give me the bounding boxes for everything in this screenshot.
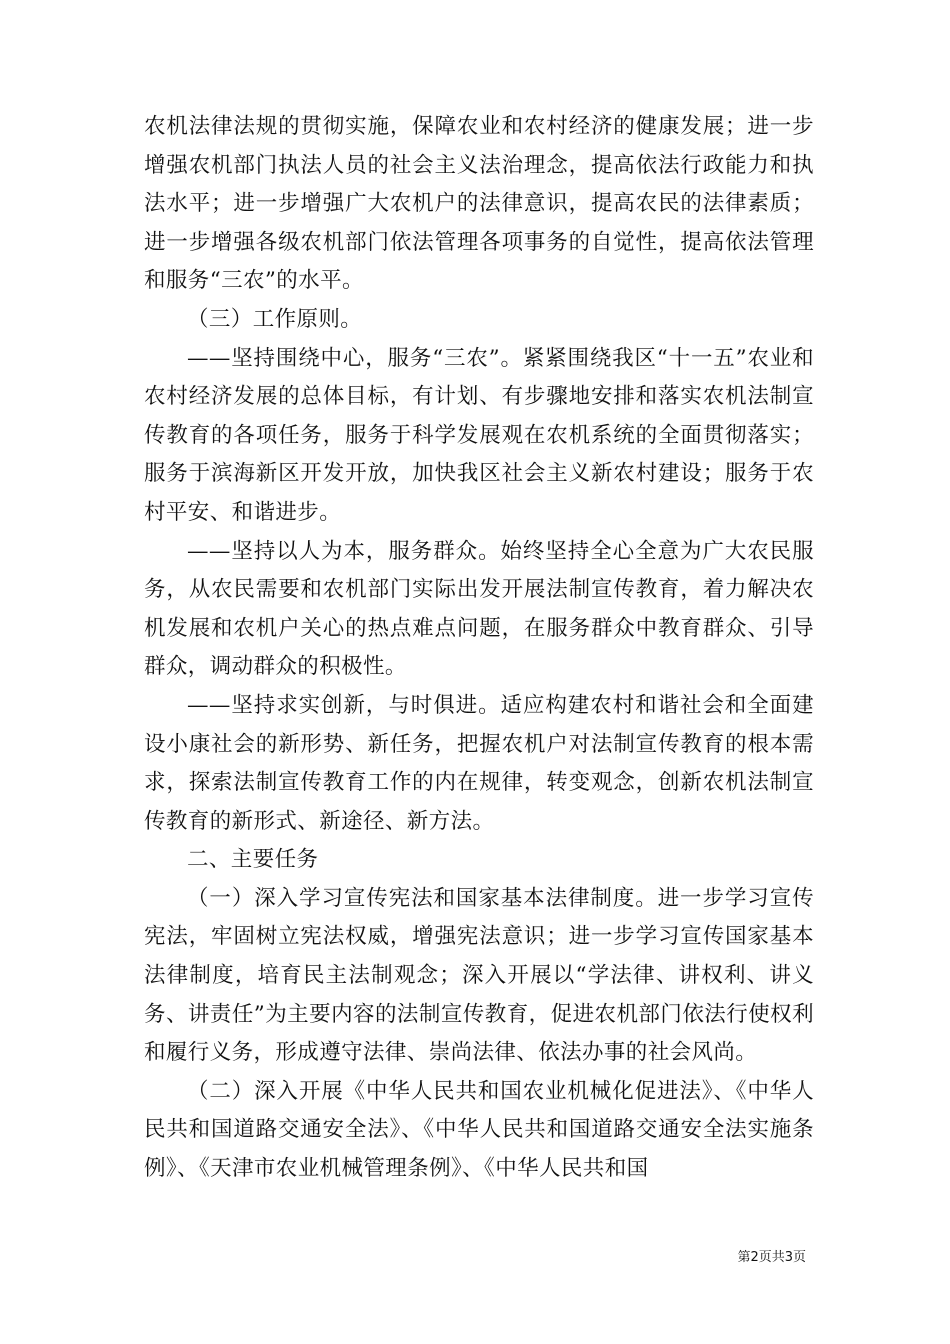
section-heading: 二、主要任务 [187,847,319,873]
document-body [144,108,814,1189]
paragraph-8: （二）深入开展《中华人民共和国农业机械化促进法》、《中华人民共和国道路交通安全法》、《中华人民共和国道路交通安全法实施条例》、《天津市农业机械管理条例》、《中华人民共和国 [144,1078,814,1182]
paragraph-7: （一）深入学习宣传宪法和国家基本法律制度。进一步学习宣传宪法，牢固树立宪法权威，增强宪法意识；进一步学习宣传国家基本法律制度，培育民主法制观念；深入开展以“学法律、讲权利、讲义务、讲责任”为主要内容的法制宣传教育，促进农机部门依法行使权利和履行义务，形成遵守法律、崇尚法律、依法办事的社会风尚。 [144,885,814,1066]
paragraph-2: （三）工作原则。 [187,306,363,332]
paragraph-4: ——坚持以人为本，服务群众。始终坚持全心全意为广大农民服务，从农民需要和农机部门实际出发开展法制宣传教育，着力解决农机发展和农机户关心的热点难点问题，在服务群众中教育群众、引导群众，调动群众的积极性。 [144,538,814,680]
paragraph-1: 农机法律法规的贯彻实施，保障农业和农村经济的健康发展；进一步增强农机部门执法人员的社会主义法治理念，提高依法行政能力和执法水平；进一步增强广大农机户的法律意识，提高农民的法律素质；进一步增强各级农机部门依法管理各项事务的自觉性，提高依法管理和服务“三农”的水平。 [144,114,814,294]
paragraph-3: ——坚持围绕中心，服务“三农”。紧紧围绕我区“十一五”农业和农村经济发展的总体目标，有计划、有步骤地安排和落实农机法制宣传教育的各项任务，服务于科学发展观在农机系统的全面贯彻落实；服务于滨海新区开发开放，加快我区社会主义新农村建设；服务于农村平安、和谐进步。 [144,345,814,525]
page-number: 第2页共3页 [737,1250,806,1265]
paragraph-5: ——坚持求实创新，与时俱进。适应构建农村和谐社会和全面建设小康社会的新形势、新任务，把握农机户对法制宣传教育的根本需求，探索法制宣传教育工作的内在规律，转变观念，创新农机法制宣传教育的新形式、新途径、新方法。 [144,692,814,834]
